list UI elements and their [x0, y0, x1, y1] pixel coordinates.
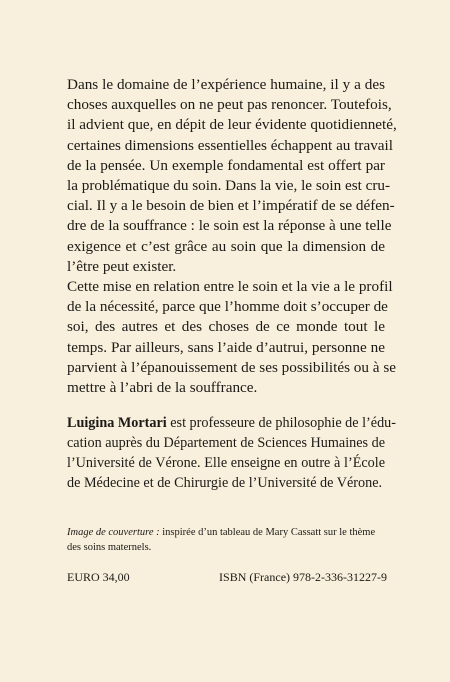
blurb-line: il advient que, en dépit de leur évidente quotidienneté, [67, 116, 397, 134]
blurb-line: certaines dimensions essentielles échappent au travail [67, 136, 393, 154]
blurb-line: exigence et c’est grâce au soin que la dimension de [67, 237, 385, 255]
blurb-line: Cette mise en relation entre le soin et la vie a le profil [67, 278, 393, 296]
author-name: Luigina Mortari [67, 415, 167, 431]
credit-line [67, 525, 385, 540]
cover-credit [67, 525, 385, 555]
credit-label: Image de couverture : [67, 527, 160, 538]
author-bio [67, 413, 396, 493]
blurb-line: de la pensée. Un exemple fondamental est offert par [67, 156, 385, 174]
bio-line: de Médecine et de Chirurgie de l’Université de Vérone. [67, 475, 383, 491]
price: EURO 34,00 [67, 570, 130, 584]
bio-line: l’Université de Vérone. Elle enseigne en outre à l’École [67, 455, 385, 471]
blurb-line: l’être peut exister. [67, 257, 177, 275]
blurb-text [67, 75, 397, 398]
credit-line: des soins maternels. [67, 542, 152, 553]
credit-text: inspirée d’un tableau de Mary Cassatt sur le thème [159, 527, 376, 538]
bio-text: est professeure de philosophie de l’édu- [166, 415, 396, 431]
blurb-line: mettre à l’abri de la souffrance. [67, 379, 258, 397]
blurb-line: parvient à l’épanouissement de ses possibilités ou à se [67, 358, 396, 376]
blurb-line: choses auxquelles on ne peut pas renoncer. Toutefois, [67, 96, 392, 114]
isbn: ISBN (France) 978-2-336-31227-9 [219, 570, 387, 584]
bio-line [67, 413, 396, 433]
blurb-line: temps. Par ailleurs, sans l’aide d’autrui, personne ne [67, 338, 385, 356]
blurb-line: la problématique du soin. Dans la vie, le soin est cru- [67, 177, 391, 195]
blurb-line: de la nécessité, parce que l’homme doit s’occuper de [67, 298, 388, 316]
bio-line: cation auprès du Département de Sciences Humaines de [67, 435, 385, 451]
blurb-line: dre de la souffrance : le soin est la réponse à une telle [67, 217, 392, 235]
blurb-line: soi, des autres et des choses de ce monde tout le [67, 318, 385, 336]
blurb-line: cial. Il y a le besoin de bien et l’impératif de se défen- [67, 197, 395, 215]
blurb-line: Dans le domaine de l’expérience humaine, il y a des [67, 76, 385, 93]
